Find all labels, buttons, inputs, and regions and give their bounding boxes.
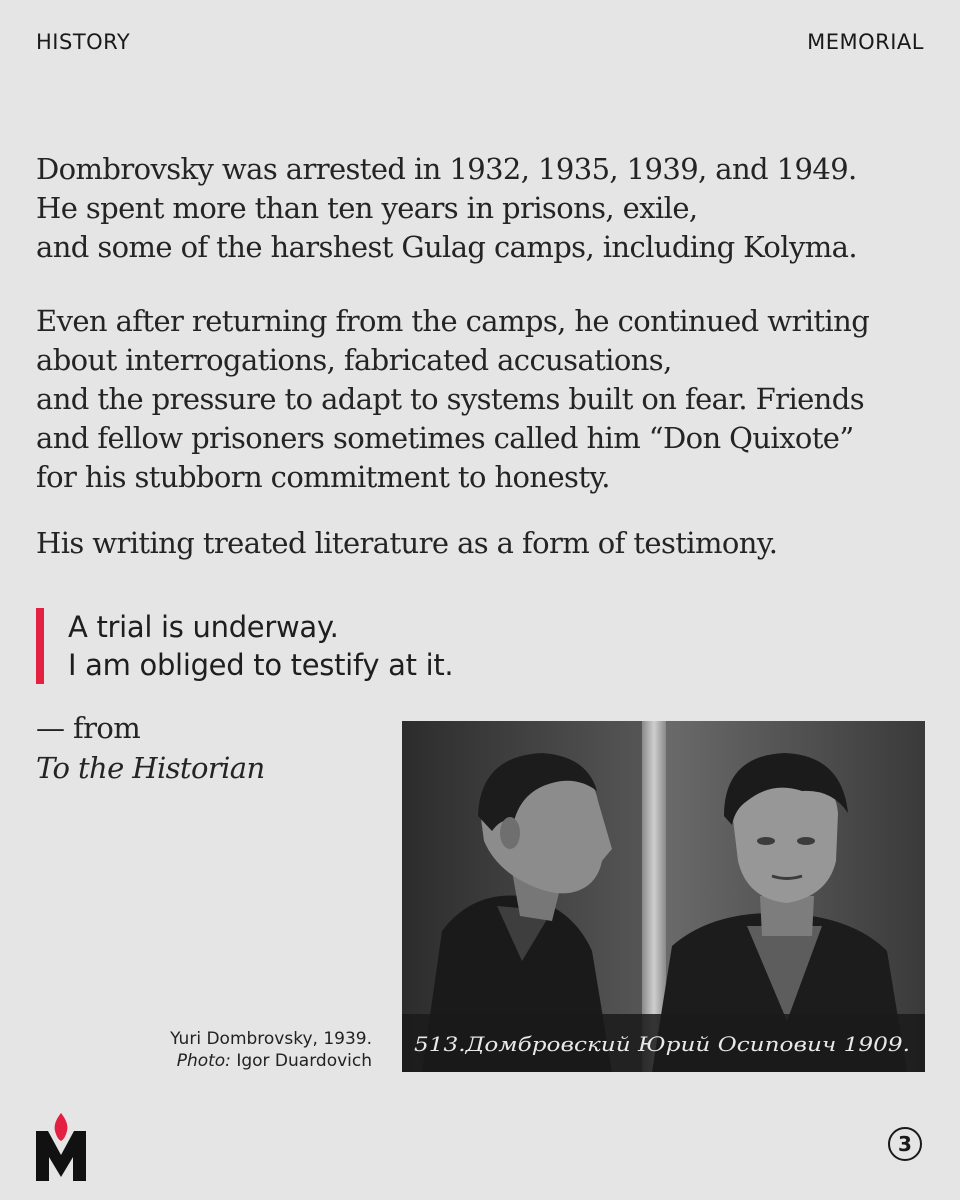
credit-label: Photo: [176,1051,231,1071]
photo-inscription: 513.Домбровский Юрий Осипович 1909. [414,1032,910,1056]
memorial-logo-icon [36,1113,86,1185]
text-line: Even after returning from the camps, he continued writing [36,304,870,338]
quote-source [36,708,265,788]
source-prefix: — from [36,711,141,745]
quote-line: I am obliged to testify at it. [68,648,454,682]
text-line: about interrogations, fabricated accusations, [36,343,672,377]
brand-label: MEMORIAL [807,30,924,54]
source-title: To the Historian [36,751,265,785]
paragraph-writing [36,302,936,497]
text-line: and some of the harshest Gulag camps, including Kolyma. [36,230,857,264]
pull-quote [36,608,453,684]
paragraph-testimony [36,524,936,563]
text-line: and fellow prisoners sometimes called him “Don Quixote” [36,421,854,455]
text-line: He spent more than ten years in prisons, exile, [36,191,698,225]
section-label: HISTORY [36,30,131,54]
text-line: for his stubborn commitment to honesty. [36,460,610,494]
text-line: Dombrovsky was arrested in 1932, 1935, 1939, and 1949. [36,152,857,186]
text-line: His writing treated literature as a form of testimony. [36,526,778,560]
page-number-badge: 3 [888,1127,922,1161]
mugshot-photo [402,721,925,1072]
quote-line: A trial is underway. [68,610,339,644]
text-line: and the pressure to adapt to systems built on fear. Friends [36,382,865,416]
paragraph-arrests [36,150,936,267]
photo-caption [170,1028,372,1072]
credit-name: Igor Duardovich [236,1051,372,1071]
caption-text: Yuri Dombrovsky, 1939. [170,1029,372,1049]
photo-credit [170,1050,372,1072]
